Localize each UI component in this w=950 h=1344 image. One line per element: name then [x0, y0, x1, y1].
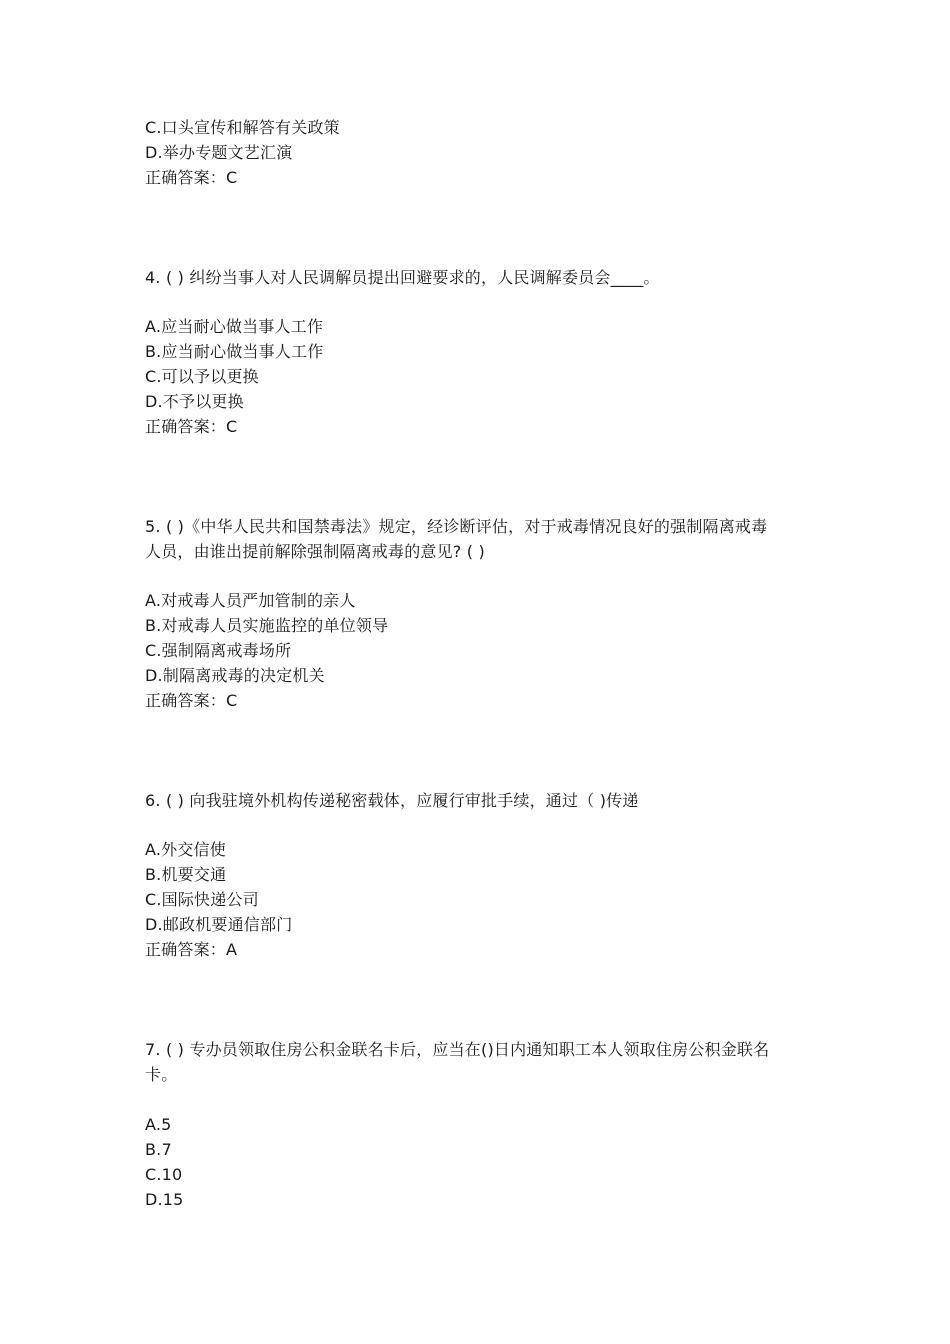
q7-option-d: D.15 [145, 1190, 184, 1209]
q4-stem: 4. ( ) 纠纷当事人对人民调解员提出回避要求的，人民调解委员会____。 [145, 268, 660, 287]
q6-stem: 6. ( ) 向我驻境外机构传递秘密载体，应履行审批手续，通过（ )传递 [145, 791, 639, 810]
q6-option-d: D.邮政机要通信部门 [145, 915, 293, 934]
q6-option-a: A.外交信使 [145, 840, 226, 859]
q4-answer: 正确答案：C [145, 417, 238, 436]
q5-stem-line1: 5. ( )《中华人民共和国禁毒法》规定，经诊断评估，对于戒毒情况良好的强制隔离戒毒 [145, 517, 768, 536]
q5-option-d: D.制隔离戒毒的决定机关 [145, 666, 325, 685]
q7-option-a: A.5 [145, 1115, 172, 1134]
q5-answer: 正确答案：C [145, 691, 238, 710]
q5-option-a: A.对戒毒人员严加管制的亲人 [145, 591, 356, 610]
q7-option-b: B.7 [145, 1140, 172, 1159]
q4-option-d: D.不予以更换 [145, 392, 244, 411]
q7-option-c: C.10 [145, 1165, 183, 1184]
q6-option-b: B.机要交通 [145, 865, 227, 884]
q4-option-a: A.应当耐心做当事人工作 [145, 317, 324, 336]
q7-stem-line1: 7. ( ) 专办员领取住房公积金联名卡后，应当在()日内通知职工本人领取住房公积金联名 [145, 1040, 770, 1059]
q5-option-b: B.对戒毒人员实施监控的单位领导 [145, 616, 389, 635]
q3-option-d: D.举办专题文艺汇演 [145, 143, 293, 162]
q4-option-b: B.应当耐心做当事人工作 [145, 342, 324, 361]
q3-answer: 正确答案：C [145, 168, 238, 187]
q6-option-c: C.国际快递公司 [145, 890, 259, 909]
q5-option-c: C.强制隔离戒毒场所 [145, 641, 292, 660]
q5-stem-line2: 人员，由谁出提前解除强制隔离戒毒的意见? ( ) [145, 542, 485, 561]
q7-stem-line2: 卡。 [145, 1065, 178, 1084]
q6-answer: 正确答案：A [145, 940, 238, 959]
q3-option-c: C.口头宣传和解答有关政策 [145, 118, 340, 137]
q4-option-c: C.可以予以更换 [145, 367, 259, 386]
